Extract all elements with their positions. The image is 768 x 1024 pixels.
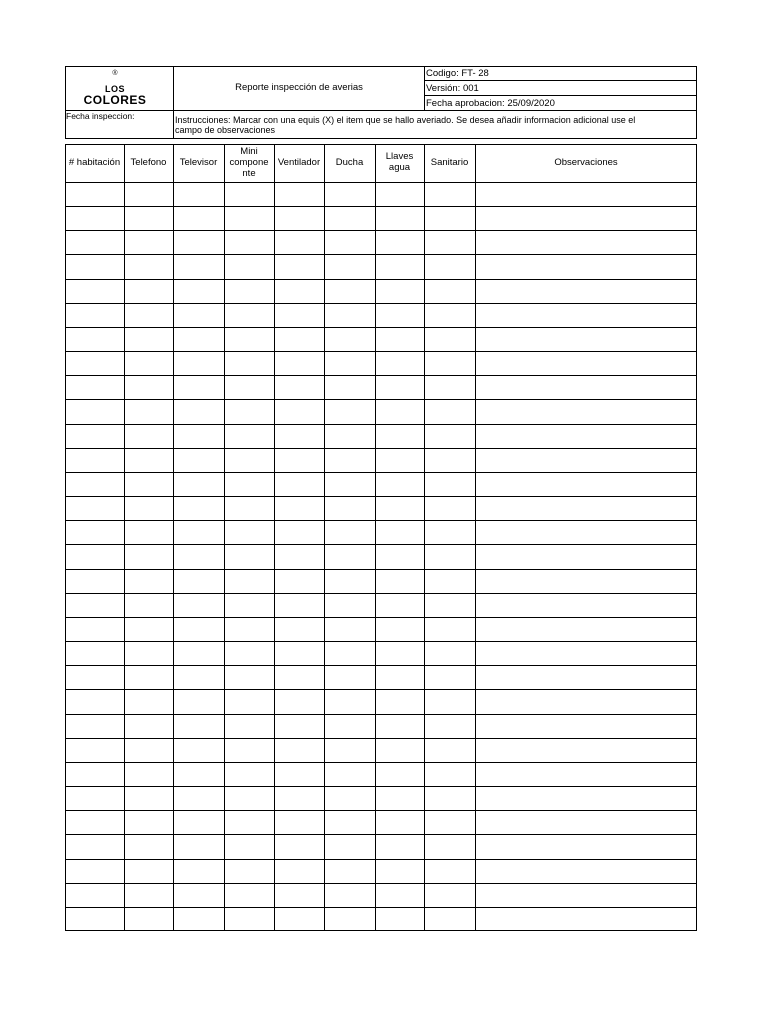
column-header-room: # habitación [68,157,121,168]
table-row [65,907,697,908]
column-header-observations: Observaciones [554,157,618,168]
table-row [65,424,697,425]
column-divider [124,144,125,931]
table-row [65,689,697,690]
table-row [65,254,697,255]
table-row [65,665,697,666]
table-row [65,883,697,884]
instructions-line-1: Instrucciones: Marcar con una equis (X) el item que se hallo averiado. Se desea añadir informacion adicional use el [175,115,636,125]
column-header-fan: Ventilador [277,157,321,168]
table-row [65,182,697,183]
table-row [65,738,697,739]
table-row [65,472,697,473]
instructions-line-2: campo de observaciones [175,125,276,135]
table-row [65,810,697,811]
table-row [65,448,697,449]
column-divider [424,144,425,931]
table-row [65,375,697,376]
table-row [65,230,697,231]
table-row [65,327,697,328]
table-row [65,279,697,280]
column-divider [224,144,225,931]
table-row [65,544,697,545]
form-header [65,66,697,139]
table-row [65,593,697,594]
column-header-tv: Televisor [179,157,218,168]
form-code: Codigo: FT- 28 [426,68,489,79]
table-row [65,399,697,400]
column-divider [475,144,476,931]
table-row [65,786,697,787]
table-row [65,617,697,618]
column-divider [324,144,325,931]
column-header-phone: Telefono [130,157,167,168]
column-header-faucets: Llaves agua [385,151,414,173]
column-header-toilet: Sanitario [430,157,469,168]
table-row [65,496,697,497]
table-row [65,569,697,570]
table-row [65,641,697,642]
logo-mark-icon: ® [112,70,118,77]
report-title: Reporte inspección de averias [235,82,363,93]
inspection-table [65,144,697,931]
inspection-date-label: Fecha inspeccion: [66,111,135,121]
column-header-shower: Ducha [335,157,364,168]
table-row [65,206,697,207]
table-row [65,351,697,352]
column-divider [375,144,376,931]
table-row [65,859,697,860]
column-divider [173,144,174,931]
company-logo: ® LOS COLORES [80,70,150,110]
table-row [65,834,697,835]
table-row [65,762,697,763]
table-row [65,714,697,715]
table-row [65,520,697,521]
approval-date: Fecha aprobacion: 25/09/2020 [426,98,555,109]
table-row [65,303,697,304]
form-version: Versión: 001 [426,83,479,94]
column-divider [274,144,275,931]
column-header-mini-component: Mini compone nte [229,146,269,179]
